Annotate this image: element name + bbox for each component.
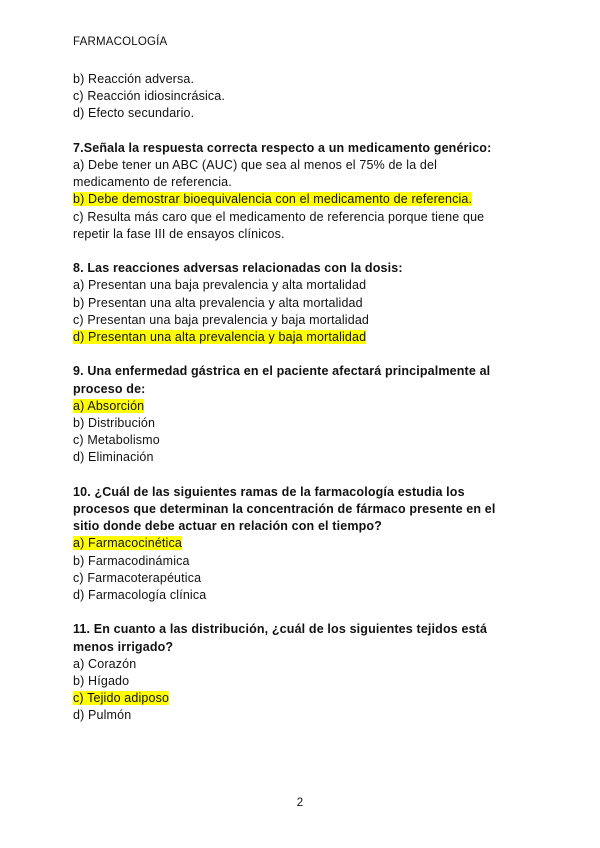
question-10-title-cont-1: procesos que determinan la concentración de fármaco presente en el — [73, 502, 496, 517]
page-header: FARMACOLOGÍA — [73, 36, 168, 48]
question-9-option-a-correct: a) Absorción — [73, 398, 145, 413]
question-10-title: 10. ¿Cuál de las siguientes ramas de la farmacología estudia los — [73, 484, 465, 499]
question-7-option-b-correct: b) Debe demostrar bioequivalencia con el medicamento de referencia. — [73, 192, 473, 207]
question-9-title-cont: proceso de: — [73, 381, 146, 396]
question-8-title: 8. Las reacciones adversas relacionadas con la dosis: — [73, 261, 403, 276]
question-7-option-a-cont: medicamento de referencia. — [73, 175, 232, 190]
question-11-option-b: b) Hígado — [73, 674, 130, 689]
question-8-option-b: b) Presentan una alta prevalencia y alta mortalidad — [73, 295, 363, 310]
question-7-option-c-cont: repetir la fase III de ensayos clínicos. — [73, 226, 285, 241]
question-9-option-b: b) Distribución — [73, 416, 156, 431]
question-9-option-d: d) Eliminación — [73, 450, 154, 465]
prev-option-d: d) Efecto secundario. — [73, 106, 195, 121]
question-11-option-c-correct: c) Tejido adiposo — [73, 691, 170, 706]
question-11-title: 11. En cuanto a las distribución, ¿cuál de los siguientes tejidos está — [73, 622, 488, 637]
question-7-option-a: a) Debe tener un ABC (AUC) que sea al menos el 75% de la del — [73, 158, 438, 172]
question-8-option-c: c) Presentan una baja prevalencia y baja mortalidad — [73, 312, 370, 327]
question-8-option-a: a) Presentan una baja prevalencia y alta mortalidad — [73, 278, 367, 293]
question-11-option-d: d) Pulmón — [73, 708, 132, 723]
question-9-option-c: c) Metabolismo — [73, 433, 160, 448]
question-10-option-d: d) Farmacología clínica — [73, 588, 207, 603]
question-8-option-d-correct: d) Presentan una alta prevalencia y baja mortalidad — [73, 330, 367, 345]
question-10-title-cont-2: sitio donde debe actuar en relación con el tiempo? — [73, 519, 382, 534]
question-7-option-c: c) Resulta más caro que el medicamento de referencia porque tiene que — [73, 209, 485, 224]
page-number: 2 — [296, 797, 304, 809]
page-content — [73, 71, 543, 725]
question-10-option-a-correct: a) Farmacocinética — [73, 536, 182, 551]
question-10-option-c: c) Farmacoterapéutica — [73, 570, 202, 585]
question-11-option-a: a) Corazón — [73, 656, 137, 671]
question-7-title: 7.Señala la respuesta correcta respecto a un medicamento genérico: — [73, 140, 492, 155]
question-11-title-cont: menos irrigado? — [73, 639, 174, 654]
prev-option-c: c) Reacción idiosincrásica. — [73, 89, 226, 104]
prev-option-b: b) Reacción adversa. — [73, 72, 195, 86]
question-10-option-b: b) Farmacodinámica — [73, 553, 190, 568]
question-9-title: 9. Una enfermedad gástrica en el paciente afectará principalmente al — [73, 364, 491, 379]
